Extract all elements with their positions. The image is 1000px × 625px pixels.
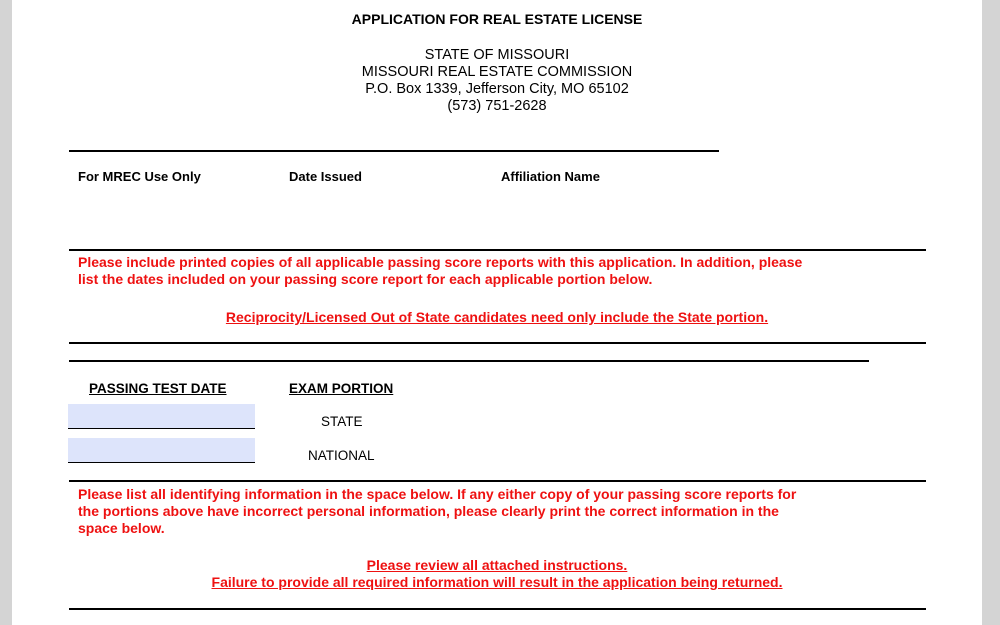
exam-portion-national: NATIONAL	[308, 448, 375, 463]
notice-text-line: list the dates included on your passing score report for each applicable portion below.	[78, 271, 653, 287]
review-instructions-notice: Please review all attached instructions.	[366, 557, 628, 573]
exam-portion-state: STATE	[321, 414, 363, 429]
national-test-date-field[interactable]	[68, 438, 255, 463]
divider	[69, 342, 926, 344]
reciprocity-notice: Reciprocity/Licensed Out of State candidates need only include the State portion.	[225, 309, 769, 325]
divider	[69, 480, 926, 482]
affiliation-name-label: Affiliation Name	[501, 169, 600, 184]
mrec-use-only-label: For MREC Use Only	[78, 169, 201, 184]
failure-warning-notice: Failure to provide all required information will result in the application being returned.	[211, 574, 783, 590]
notice-text-line: the portions above have incorrect personal information, please clearly print the correct information in the	[78, 503, 779, 519]
divider	[69, 249, 926, 251]
divider	[69, 360, 869, 362]
state-test-date-field[interactable]	[68, 404, 255, 429]
date-issued-label: Date Issued	[289, 169, 362, 184]
state-name: STATE OF MISSOURI	[424, 47, 570, 63]
document-page	[12, 0, 982, 625]
phone-number: (573) 751-2628	[447, 98, 547, 114]
po-box-address: P.O. Box 1339, Jefferson City, MO 65102	[365, 81, 629, 97]
form-title: APPLICATION FOR REAL ESTATE LICENSE	[351, 11, 643, 27]
exam-portion-header: EXAM PORTION	[289, 381, 394, 396]
commission-name: MISSOURI REAL ESTATE COMMISSION	[361, 64, 633, 80]
notice-text-line: Please list all identifying information in the space below. If any either copy of your passing score reports for	[78, 486, 797, 502]
passing-test-date-header: PASSING TEST DATE	[89, 381, 227, 396]
divider	[69, 150, 719, 152]
notice-text-line: space below.	[78, 520, 165, 536]
divider	[69, 608, 926, 610]
notice-text-line: Please include printed copies of all applicable passing score reports with this application. In addition, please	[78, 254, 803, 270]
